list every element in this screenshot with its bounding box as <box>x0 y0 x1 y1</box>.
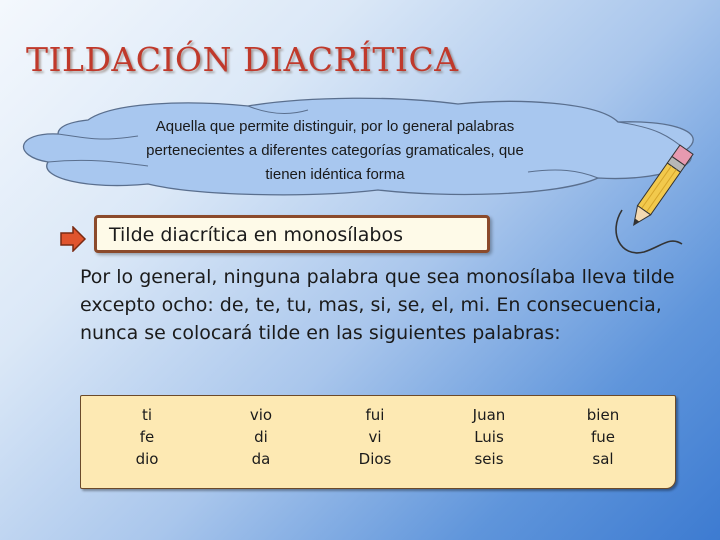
word-item: Luis <box>474 428 504 446</box>
word-item: sal <box>592 450 614 468</box>
word-item: di <box>254 428 268 446</box>
word-item: dio <box>135 450 159 468</box>
definition-text: Aquella que permite distinguir, por lo general palabras pertenecientes a diferentes categorías gramaticales, que tienen idéntica forma <box>146 118 524 183</box>
word-item: fue <box>590 428 616 446</box>
words-box <box>80 395 676 489</box>
word-item: fe <box>139 428 155 446</box>
word-item: vi <box>368 428 382 446</box>
word-column <box>335 404 415 470</box>
arrow-right-icon <box>59 226 87 252</box>
word-item: fui <box>365 406 385 424</box>
word-item: Dios <box>358 450 392 468</box>
word-item: vio <box>249 406 273 424</box>
subtitle-box <box>94 215 490 253</box>
word-item: ti <box>141 406 153 424</box>
word-column <box>563 404 643 470</box>
pencil-icon <box>612 140 702 265</box>
word-item: da <box>251 450 271 468</box>
word-item: bien <box>586 406 620 424</box>
word-column <box>107 404 187 470</box>
word-item: seis <box>474 450 504 468</box>
body-paragraph: Por lo general, ninguna palabra que sea monosílaba lleva tilde excepto ocho: de, te, tu, mas, si, se, el, mi. En consecuencia, nunca se colocará tilde en las siguientes palabras: <box>80 266 675 344</box>
word-column <box>449 404 529 470</box>
word-column <box>221 404 301 470</box>
slide-title: TILDACIÓN DIACRÍTICA <box>26 40 459 79</box>
word-item: Juan <box>472 406 506 424</box>
subtitle-text: Tilde diacrítica en monosílabos <box>109 224 403 246</box>
